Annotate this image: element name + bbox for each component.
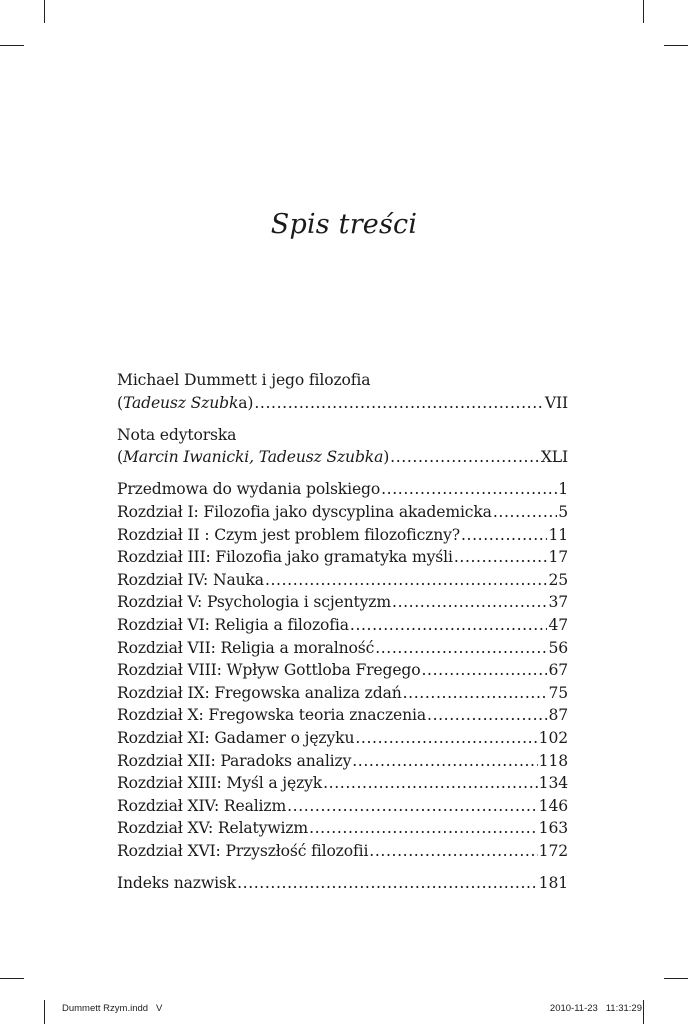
toc-entry: Rozdział VII: Religia a moralność ..... 56 bbox=[117, 637, 568, 660]
toc-entry: Rozdział XIII: Myśl a język ..... 134 bbox=[117, 772, 568, 795]
toc-entry: Rozdział XVI: Przyszłość filozofii ..... 172 bbox=[117, 840, 568, 863]
toc-entry: Rozdział I: Filozofia jako dyscyplina akademicka ..... 5 bbox=[117, 501, 568, 524]
toc-entry: Przedmowa do wydania polskiego ..... 1 bbox=[117, 478, 568, 501]
crop-mark-left-top bbox=[0, 45, 24, 46]
toc-intro-author: (Tadeusz Szubka) bbox=[117, 393, 254, 412]
toc-nota-entry bbox=[117, 446, 568, 469]
toc-nota-authors: (Marcin Iwanicki, Tadeusz Szubka) bbox=[117, 448, 390, 467]
toc-entry: Rozdział XIV: Realizm ..... 146 bbox=[117, 795, 568, 818]
page-title: Spis treści bbox=[270, 209, 418, 240]
crop-mark-top-left bbox=[44, 0, 45, 23]
crop-mark-top-right bbox=[643, 0, 644, 23]
toc-entry: Rozdział IX: Fregowska analiza zdań ..... 75 bbox=[117, 682, 568, 705]
crop-mark-right-top bbox=[664, 45, 688, 46]
toc-index-label: Indeks nazwisk bbox=[117, 873, 237, 892]
toc-entry: Rozdział II : Czym jest problem filozoficzny? ..... 11 bbox=[117, 524, 568, 547]
toc-entry: Rozdział XV: Relatywizm ..... 163 bbox=[117, 817, 568, 840]
dot-leader bbox=[390, 446, 540, 469]
toc-entry: Rozdział X: Fregowska teoria znaczenia ..... 87 bbox=[117, 704, 568, 727]
crop-mark-left-bottom bbox=[0, 978, 24, 979]
toc-intro-entry bbox=[117, 392, 568, 415]
toc-chapter-list bbox=[117, 478, 568, 862]
toc-intro-title: Michael Dummett i jego filozofia bbox=[117, 371, 371, 389]
dot-leader bbox=[254, 392, 543, 415]
table-of-contents bbox=[117, 369, 568, 895]
crop-mark-right-bottom bbox=[664, 978, 688, 979]
crop-mark-bottom-left bbox=[44, 1000, 45, 1024]
toc-entry: Rozdział III: Filozofia jako gramatyka myśli ..... 17 bbox=[117, 546, 568, 569]
toc-entry: Rozdział V: Psychologia i scjentyzm ..... 37 bbox=[117, 591, 568, 614]
crop-mark-bottom-right bbox=[643, 1000, 644, 1024]
toc-entry: Rozdział VIII: Wpływ Gottloba Fregego ..... 67 bbox=[117, 659, 568, 682]
toc-entry: Rozdział XII: Paradoks analizy ..... 118 bbox=[117, 750, 568, 773]
toc-nota-title: Nota edytorska bbox=[117, 425, 237, 444]
toc-entry: Rozdział VI: Religia a filozofia ..... 47 bbox=[117, 614, 568, 637]
page-number: 181 bbox=[538, 873, 568, 892]
toc-entry: Rozdział IV: Nauka ..... 25 bbox=[117, 569, 568, 592]
toc-index-entry bbox=[117, 872, 568, 895]
footer-timestamp bbox=[550, 1003, 642, 1014]
footer-time: 11:31:29 bbox=[605, 1003, 642, 1014]
dot-leader bbox=[237, 872, 538, 895]
footer-date: 2010-11-23 bbox=[549, 1003, 598, 1014]
toc-entry: Rozdział XI: Gadamer o języku ..... 102 bbox=[117, 727, 568, 750]
page-number: VII bbox=[544, 393, 568, 412]
footer-file-label: Dummett Rzym.indd V bbox=[62, 1003, 163, 1014]
page-number: XLI bbox=[540, 448, 568, 467]
